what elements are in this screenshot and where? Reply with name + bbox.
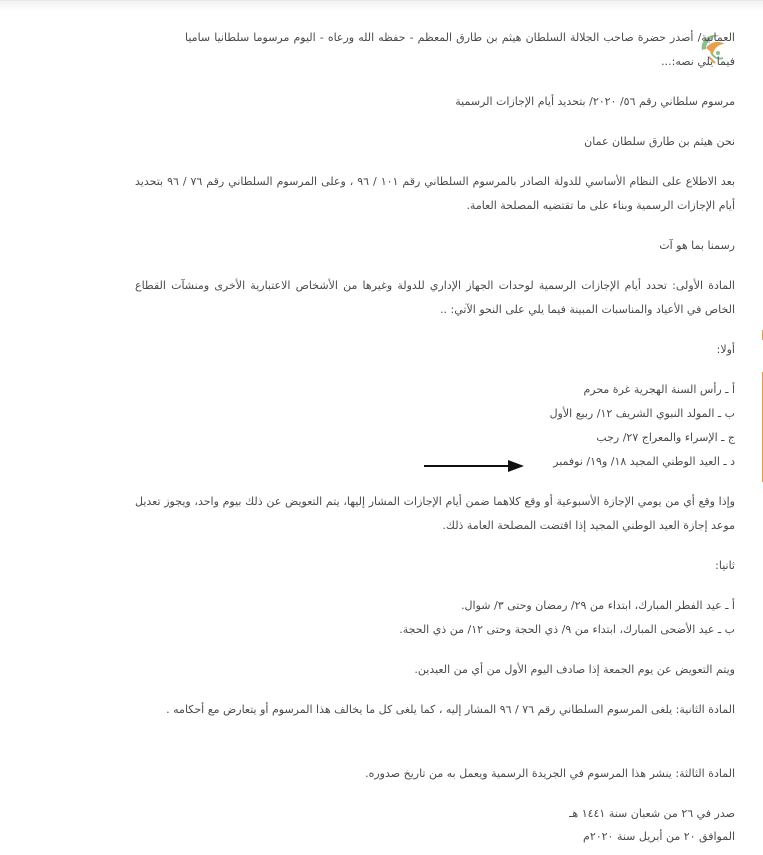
second-heading: ثانيا: <box>715 559 735 572</box>
list-item: أ ـ رأس السنة الهجرية غرة محرم <box>583 383 735 396</box>
list-item: أ ـ عيد الفطر المبارك، ابتداء من ٢٩/ رمضان وحتى ٣/ شوال. <box>461 599 735 612</box>
friday-compensation-line: ويتم التعويض عن يوم الجمعة إذا صادف اليوم الأول من أي من العيدين. <box>414 663 735 676</box>
list-item: ج ـ الإسراء والمعراج ٢٧/ رجب <box>596 431 735 444</box>
list-item: ب ـ المولد النبوي الشريف ١٢/ ربيع الأول <box>549 407 735 420</box>
intro-paragraph: العمانية/ أصدر حضرة صاحب الجلالة السلطان هيثم بن طارق المعظم - حفظه الله ورعاه - اليوم مرسوما سلطانيا ساميا فيما يلي نصه:... <box>185 31 735 68</box>
list-item: ب ـ عيد الأضحى المبارك، ابتداء من ٩/ ذي الحجة وحتى ١٢/ من ذي الحجة. <box>399 623 735 636</box>
right-edge-accent <box>758 330 763 340</box>
compensation-paragraph: وإذا وقع أي من يومي الإجازة الأسبوعية أو وقع كلاهما ضمن أيام الإجازات المشار إليها، يتم التعويض عن ذلك بيوم واحد، ويجوز تعديل موعد إجازة العيد الوطني المجيد إذا اقتضت المصلحة العامة ذلك. <box>135 495 735 532</box>
decreed-line: رسمنا بما هو آت <box>659 239 735 252</box>
right-edge-accent <box>758 372 763 482</box>
decree-title: مرسوم سلطاني رقم ٥٦/ ٢٠٢٠/ بتحديد أيام الإجازات الرسمية <box>455 95 735 108</box>
article-three: المادة الثالثة: ينشر هذا المرسوم في الجريدة الرسمية ويعمل به من تاريخ صدوره. <box>365 767 735 780</box>
first-heading: أولا: <box>716 343 735 356</box>
top-bar-shadow <box>0 0 763 11</box>
article-one: المادة الأولى: تحدد أيام الإجازات الرسمية لوحدات الجهاز الإداري للدولة وغيرها من الأشخاص الاعتبارية الأخرى ومنشآت القطاع الخاص في الأعياد والمناسبات المبينة فيما يلي على النحو الآتي: .. <box>135 279 735 316</box>
gregorian-date: الموافق ٢٠ من أبريل سنة ٢٠٢٠م <box>583 830 735 843</box>
article-two: المادة الثانية: يلغى المرسوم السلطاني رقم ٧٦ / ٩٦ المشار إليه ، كما يلغى كل ما يخالف هذا المرسوم أو يتعارض مع أحكامه . <box>166 703 735 716</box>
arrow-right-icon <box>424 458 524 474</box>
issued-date: صدر في ٢٦ من شعبان سنة ١٤٤١ هـ <box>569 807 735 820</box>
list-item-national-day: د ـ العيد الوطني المجيد ١٨/ و١٩/ نوفمبر <box>553 455 735 468</box>
sultan-line: نحن هيثم بن طارق سلطان عمان <box>584 135 735 148</box>
preamble-paragraph: بعد الاطلاع على النظام الأساسي للدولة الصادر بالمرسوم السلطاني رقم ١٠١ / ٩٦ ، وعلى المرسوم السلطاني رقم ٧٦ / ٩٦ بتحديد أيام الإجازات الرسمية وبناء على ما تقتضيه المصلحة العامة. <box>135 175 736 212</box>
